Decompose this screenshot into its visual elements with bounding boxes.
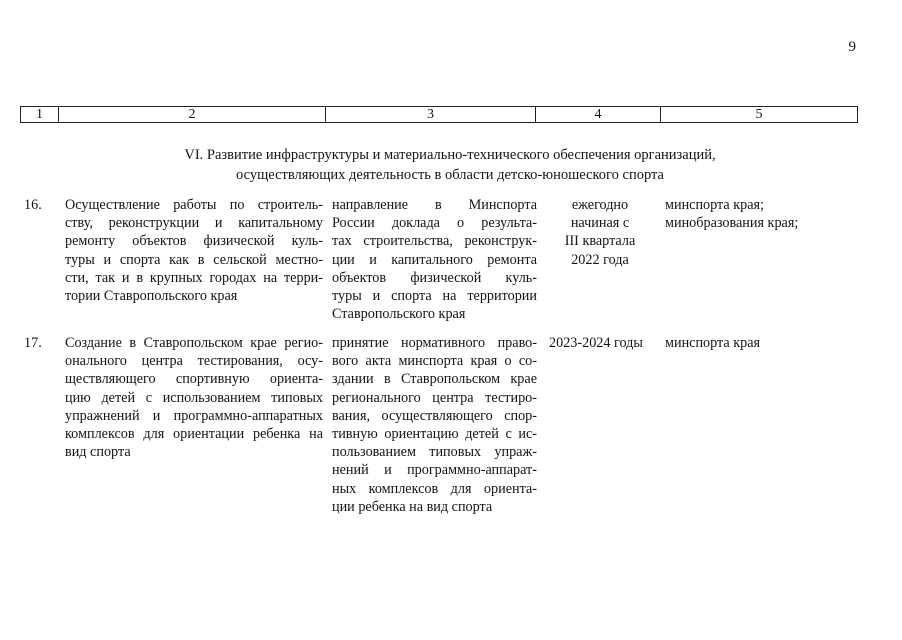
result-line: вания, осуществляющего спор- [332, 407, 537, 424]
deadline-line: ежегодно [571, 197, 629, 213]
result-line: направление в Минспорта [332, 197, 537, 213]
deadline-line: 2023-2024 годы [549, 335, 643, 351]
result-line: принятие нормативного право- [332, 335, 537, 351]
section-title-line-1: VI. Развитие инфраструктуры и материально-технического обеспечения организаций, [184, 147, 716, 163]
header-cell-2: 2 [59, 107, 326, 123]
action-line: тории Ставропольского края [65, 288, 238, 305]
responsible-line: минобразования края; [665, 215, 799, 232]
row-responsible [665, 196, 840, 232]
page-number: 9 [848, 39, 856, 55]
responsible-line: минспорта края; [665, 197, 765, 213]
responsible-line: минспорта края [665, 335, 761, 351]
header-cell-1: 1 [21, 107, 59, 123]
action-line: Создание в Ставропольском крае регио- [65, 335, 323, 351]
row-action [65, 196, 323, 305]
result-line: объектов физической куль- [332, 269, 537, 286]
row-deadline [545, 196, 655, 269]
header-row [21, 107, 858, 123]
action-line: сти, так и в крупных городах на терри- [65, 269, 323, 286]
header-cell-4: 4 [536, 107, 661, 123]
deadline-line: начиная с [570, 215, 630, 232]
result-line: ных комплексов для ориента- [332, 480, 537, 497]
result-line: пользованием типовых упраж- [332, 444, 537, 461]
action-line: ству, реконструкции и капитальному [65, 215, 323, 232]
result-line: туры и спорта на территории [332, 288, 537, 305]
deadline-line: III квартала [564, 233, 636, 250]
result-line: тах строительства, реконструк- [332, 233, 537, 250]
result-line: здании в Ставропольском крае [332, 371, 537, 388]
row-deadline [549, 334, 659, 352]
action-line: онального центра тестирования, осу- [65, 353, 323, 370]
result-line: вого акта минспорта края о со- [332, 353, 537, 370]
action-line: вид спорта [65, 444, 131, 461]
action-line: ществляющего спортивную ориента- [65, 371, 323, 388]
row-number: 16. [24, 197, 42, 213]
result-line: Ставропольского края [332, 306, 466, 323]
header-cell-3: 3 [326, 107, 536, 123]
header-cell-5: 5 [661, 107, 858, 123]
action-line: ремонту объектов физической куль- [65, 233, 323, 250]
action-line: цию детей с использованием типовых [65, 389, 323, 406]
deadline-line: 2022 года [571, 251, 629, 268]
result-line: нений и программно-аппарат- [332, 462, 537, 479]
row-number: 17. [24, 335, 42, 351]
column-number-header [20, 106, 858, 123]
result-line: ции ребенка на вид спорта [332, 498, 493, 515]
action-line: комплексов для ориентации ребенка на [65, 426, 323, 443]
result-line: ции и капитального ремонта [332, 251, 537, 268]
section-title [60, 145, 840, 185]
row-responsible [665, 334, 840, 352]
row-result [332, 334, 537, 516]
action-line: туры и спорта как в сельской местно- [65, 251, 323, 268]
section-title-line-2: осуществляющих деятельность в области детско-юношеского спорта [236, 167, 664, 183]
result-line: регионального центра тестиро- [332, 389, 537, 406]
action-line: упражнений и программно-аппаратных [65, 407, 323, 424]
row-result [332, 196, 537, 323]
row-action [65, 334, 323, 461]
action-line: Осуществление работы по строитель- [65, 197, 323, 213]
result-line: тивную ориентацию детей с ис- [332, 426, 537, 443]
result-line: России доклада о результа- [332, 215, 537, 232]
